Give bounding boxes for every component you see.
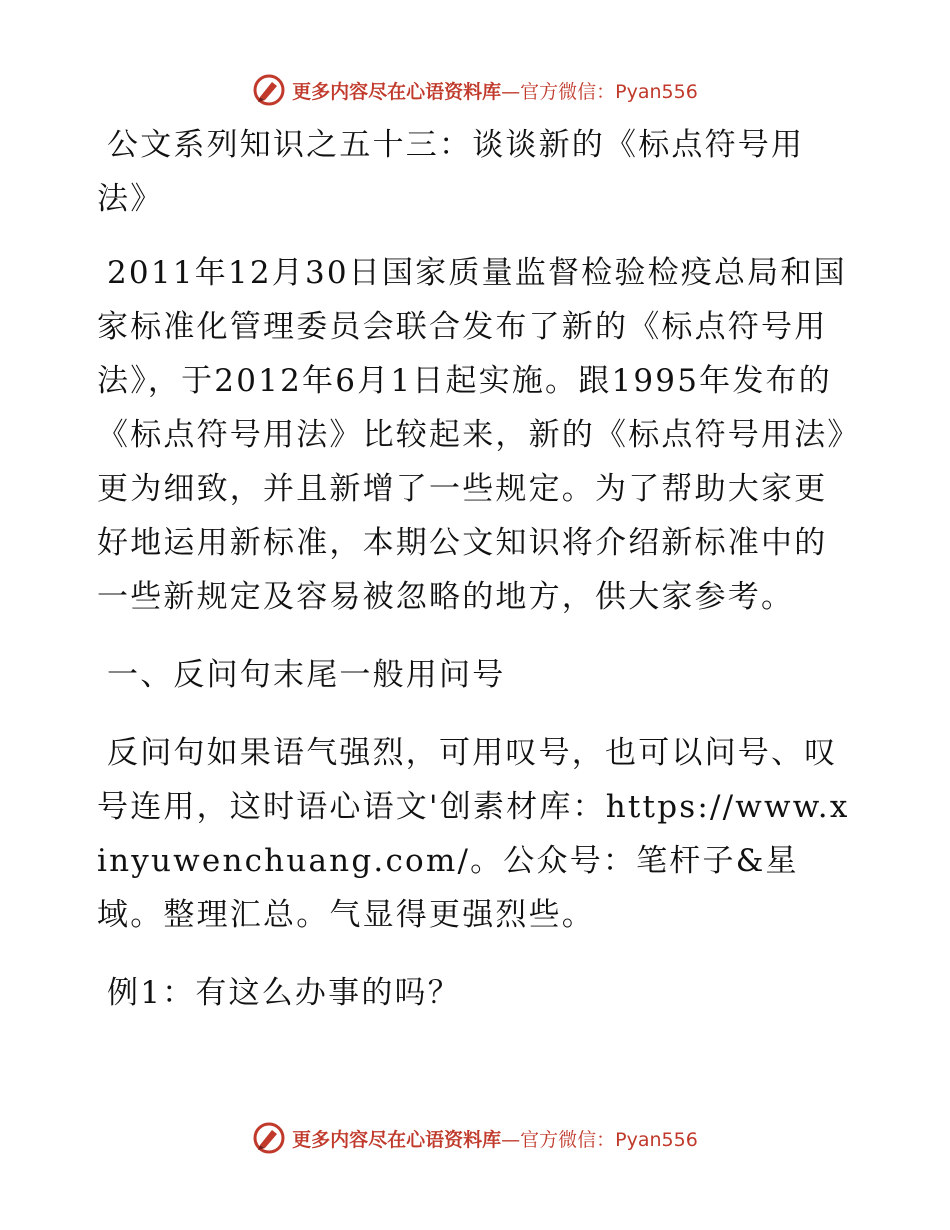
example-1: 例1：有这么办事的吗？ [107,975,461,1011]
banner-dash: — [501,1128,521,1151]
document-body [97,118,852,1044]
paragraph-rhetorical-question: 反问句如果语气强烈，可用叹号，也可以问号、叹号连用，这时语心语文'创素材库：https://www.xinyuwenchuang.com/。公众号：笔杆子&星域。整理汇总。气显得更强烈些。 [97,735,850,933]
banner-dash: — [501,80,521,103]
paragraph-intro: 2011年12月30日国家质量监督检验检疫总局和国家标准化管理委员会联合发布了新的《标点符号用法》，于2012年6月1日起实施。跟1995年发布的《标点符号用法》比较起来，新的《标点符号用法》更为细致，并且新增了一些规定。为了帮助大家更好地运用新标准，本期公文知识将介绍新标准中的一些新规定及容易被忽略的地方，供大家参考。 [97,255,847,615]
pen-logo-icon [252,73,286,107]
banner-main-text: 更多内容尽在心语资料库 [292,80,502,103]
banner-text [292,77,698,104]
pen-logo-icon [252,1121,286,1155]
banner-main-text: 更多内容尽在心语资料库 [292,1128,502,1151]
header-banner [0,70,950,110]
banner-text [292,1125,698,1152]
section-heading-1: 一、反问句末尾一般用问号 [107,657,506,693]
banner-wechat-text: 官方微信：Pyan556 [520,1128,698,1151]
document-title: 公文系列知识之五十三：谈谈新的《标点符号用法》 [97,127,805,217]
footer-banner [0,1118,950,1158]
banner-wechat-text: 官方微信：Pyan556 [520,80,698,103]
